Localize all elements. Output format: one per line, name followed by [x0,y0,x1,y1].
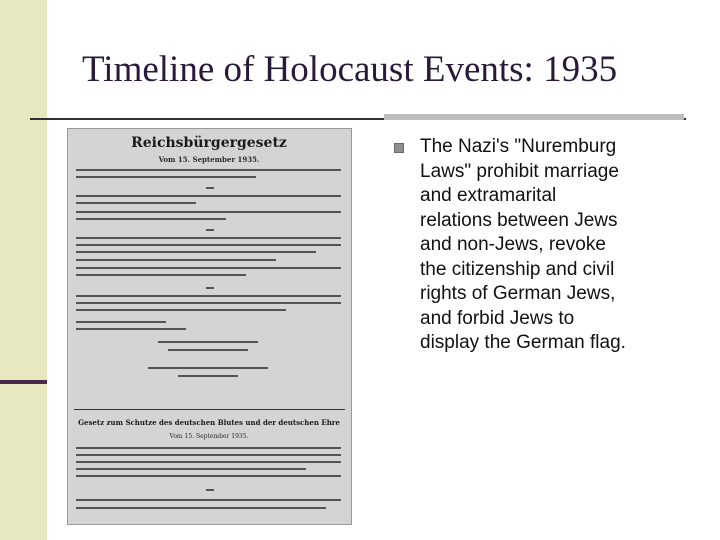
left-accent-bar [0,380,47,384]
document-second-heading: Gesetz zum Schutze des deutschen Blutes und der deutschen Ehre [78,418,340,427]
bullet-item [394,135,694,356]
title-divider-accent [384,114,684,120]
bullet-list [394,135,694,356]
document-heading: Reichsbürgergesetz [131,135,287,151]
square-bullet-icon [394,143,404,153]
left-decorative-band [0,0,47,540]
document-second-date: Vom 15. September 1935. [169,433,249,440]
bullet-text: The Nazi's "Nuremburg Laws" prohibit marriage and extramarital relations between Jews and non-Jews, revoke the citizenship and civil rights of German Jews, and forbid Jews to display the German flag. [420,136,626,353]
slide-title: Timeline of Holocaust Events: 1935 [82,49,618,90]
document-date: Vom 15. September 1935. [158,155,260,164]
nuremberg-laws-document-image [67,128,352,525]
